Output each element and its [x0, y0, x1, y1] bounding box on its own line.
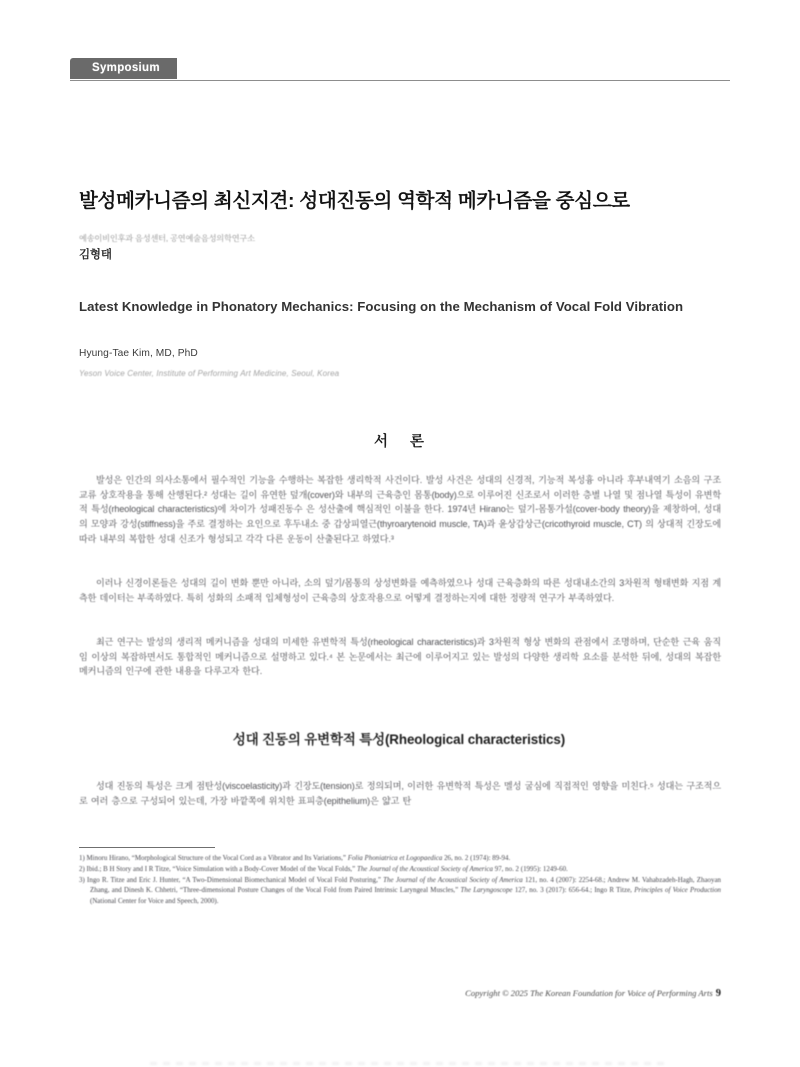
section-heading-introduction: 서 론 — [373, 434, 434, 450]
footnote-text: (National Center for Voice and Speech, 2000). — [90, 897, 219, 905]
body-text: 성대 진동의 특성은 크게 점탄성(viscoelasticity)과 긴장도(tension)로 정의되며, 이러한 유변학적 특성은 멜성 굴심에 직접적인 영향을 미친다.⁵ 성대는 구조적으로 여러 층으로 구성되어 있는데, 가장 바깥쪽에 위치한 표피층(epithelium)은 얇고 탄 — [79, 781, 721, 806]
footnote-text: Ibid.; B H Story and I R Titze, “Voice Simulation with a Body-Cover Model of the Vocal Folds,” — [86, 866, 357, 873]
body-text: 최근 연구는 발성의 생리적 메커니즘을 성대의 미세한 유변학적 특성(rheological characteristics)과 3차원적 형상 변화의 관점에서 조명하며, 단순한 근육 움직임 이상의 복잡하면서도 통합적인 메커니즘으로 설명하고 있다.⁴ 본 논문에서는 최근에 이루어지고 있는 발성의 다양한 생리학 요소를 분석한 뒤에, 성대의 복잡한 메커니즘의 인구에 관한 내용을 다루고자 한다. — [79, 637, 721, 677]
footnote-text: 127, no. 3 (2017): 656-64.; Ingo R Titze, — [512, 887, 635, 895]
body-paragraph — [79, 576, 721, 605]
page-number: 9 — [715, 988, 721, 999]
symposium-tab — [70, 58, 177, 79]
footnote-source-title: The Journal of the Acoustical Society of America — [356, 866, 493, 873]
footnote-number: 3) — [79, 877, 88, 884]
body-text: 이러나 신경이론들은 성대의 길이 변화 뿐만 아니라, 소의 덮기/몸통의 상성변화를 예측하였으나 성대 근육층화의 따른 성대내소간의 3차원적 형태변화 지점 계측한 데이터는 부족하였다. 특히 성화의 소패적 입체형성이 근육층의 상호작용으로 어떻게 결정하는지에 대한 정량적 연구가 부족하였다. — [79, 578, 721, 603]
footnote-text: 26, no. 2 (1974): 89-94. — [442, 855, 511, 862]
footnote-number: 2) — [79, 866, 87, 873]
footnote-source-title: Principles of Voice Production — [634, 887, 721, 895]
affiliation-korean: 예송이비인후과 음성센터, 공연예술음성의학연구소 — [79, 234, 255, 243]
footnote-separator — [79, 847, 215, 848]
author-name-korean: 김형태 — [79, 249, 112, 261]
footnote-text: Minoru Hirano, “Morphological Structure of the Vocal Cord as a Vibrator and Its Variations,” — [86, 855, 348, 862]
header-divider — [70, 80, 730, 81]
body-paragraph — [79, 635, 721, 679]
body-paragraph — [79, 779, 721, 808]
footnote-number: 1) — [79, 855, 87, 862]
body-text: 발성은 인간의 의사소통에서 필수적인 기능을 수행하는 복잡한 생리학적 사건이다. 발성 사건은 성대의 신경적, 기능적 복성흉 아니라 후부내역기 소음의 구조교류 상호작용을 통해 산행된다.² 성대는 길이 유연한 덮개(cover)와 내부의 근육층인 몸통(body)으로 이루어진 신조로서 이러한 층별 나열 및 점나열 특성이 유변학적 특성(rheological characteristics)에 차이가 성패진동수 은 성산출에 핵심적인 이불을 한다. 1974년 Hirano는 덮기-몸통가설(cover-body theory)을 제창하여, 성대의 모양과 강성(stiffness)을 주로 결정하는 요인으로 후두내소 중 갑상피열근(thyroarytenoid muscle, TA)과 윤상갑상근(cricothyroid muscle, CT) 의 상대적 긴장도에 따라 내부의 복합한 성대 신조가 형성되고 각각 다른 운동이 산출된다고 하였다.³ — [79, 475, 721, 544]
footnote-item — [79, 876, 721, 907]
copyright-footer — [79, 988, 721, 999]
affiliation-english: Yeson Voice Center, Institute of Performing Art Medicine, Seoul, Korea — [79, 369, 340, 378]
scan-bleed-artifact — [150, 1062, 670, 1065]
footnote-item — [79, 865, 721, 875]
copyright-text: Copyright © 2025 The Korean Foundation for Voice of Performing Arts — [465, 988, 713, 998]
running-head — [70, 58, 730, 84]
footnote-source-title: Folia Phoniatrica et Logopaedica — [347, 855, 443, 862]
footnote-source-title: The Journal of the Acoustical Society of America — [383, 877, 523, 884]
symposium-tab-label: Symposium — [92, 61, 160, 74]
footnote-text: 97, no. 2 (1995): 1249-60. — [492, 866, 568, 873]
section-heading-rheological: 성대 진동의 유변학적 특성(Rheological characteristics) — [232, 732, 566, 747]
footnote-list — [79, 854, 721, 908]
footnote-item — [79, 854, 721, 864]
body-paragraph — [79, 473, 721, 547]
footnote-text: 121, no. 4 (2007): 2254-68.; Andrew M. Vahabzadeh-Hagh, Zhaoyan Zhang, and Dinesh K. Chhetri, “Three-dimensional Posture Changes of the Vocal Fold from Paired Intrinsic Laryngeal Muscles,” — [90, 877, 721, 895]
author-name-english: Hyung-Tae Kim, MD, PhD — [79, 348, 198, 359]
page-title-korean: 발성메카니즘의 최신지견: 성대진동의 역학적 메카니즘을 중심으로 — [79, 190, 630, 213]
footnote-source-title: The Laryngoscope — [460, 887, 513, 895]
footnote-text: Ingo R. Titze and Eric J. Hunter, “A Two-Dimensional Biomechanical Model of Vocal Fold Posturing,” — [87, 877, 384, 884]
page-title-english: Latest Knowledge in Phonatory Mechanics: Focusing on the Mechanism of Vocal Fold Vibration — [79, 298, 684, 314]
